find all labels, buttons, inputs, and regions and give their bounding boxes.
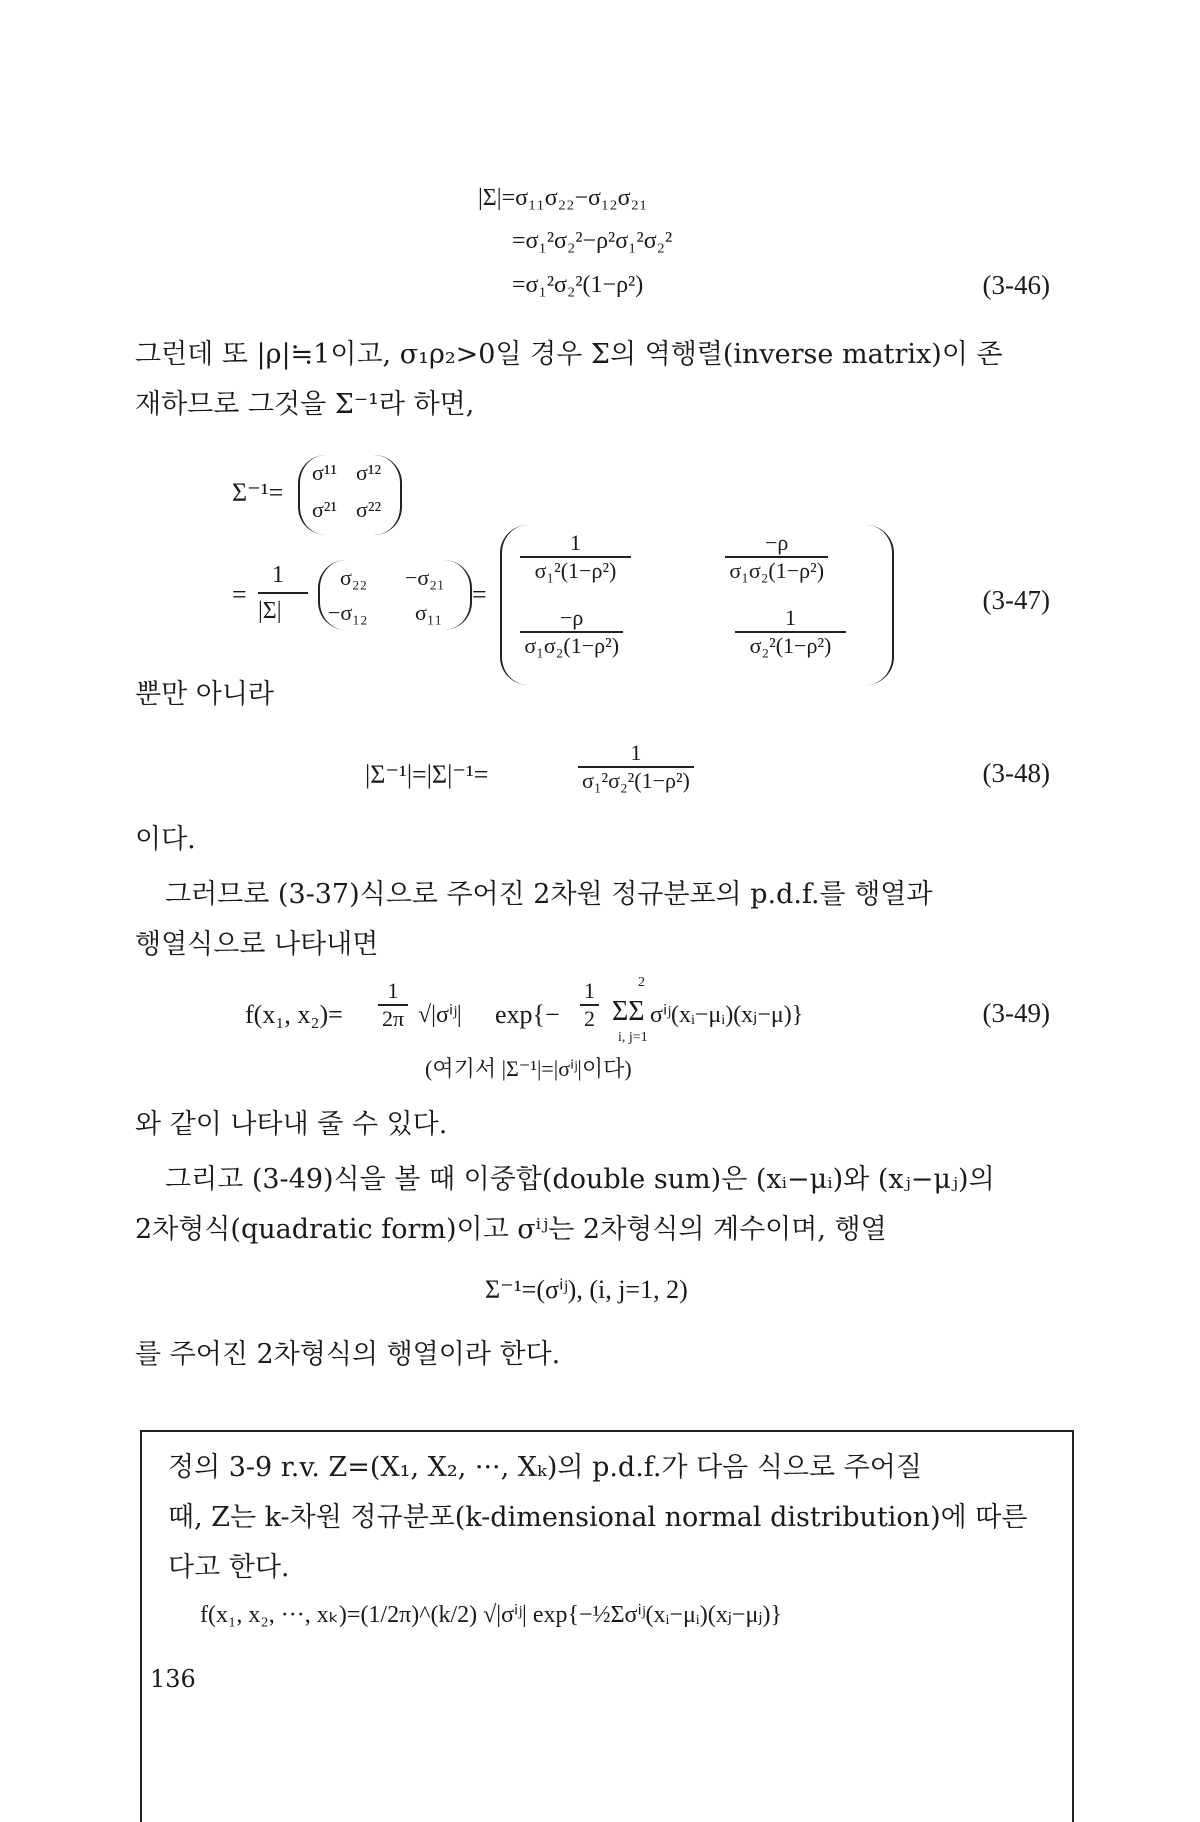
eq349-frac2: $\frac{1}{2}$ (580, 978, 599, 1032)
para5: 와 같이 나타내 줄 수 있다. (135, 1109, 448, 1140)
eq347-m21: σ²¹ (312, 497, 338, 522)
eq346-line2: =σ₁²σ₂²−ρ²σ₁²σ₂² (512, 228, 673, 254)
eq347-a11: σ₂₂ (340, 565, 368, 590)
eq347-frac-line (258, 592, 308, 594)
definition-line3: 다고 한다. (168, 1552, 290, 1583)
eq347-det-sigma: |Σ| (258, 598, 282, 624)
definition-line2: 때, Z는 k-차원 정규분포(k-dimensional normal distribution)에 따른 (168, 1502, 1028, 1533)
eq347-b21: $\frac{-\rho}{\text{σ₁σ₂(1−ρ²)}}$ (520, 605, 623, 659)
para3: 이다. (135, 824, 196, 855)
eq349-sqrt: √|σⁱʲ| (418, 1002, 462, 1028)
eq347-b11: $\frac{1}{\text{σ₁²(1−ρ²)}}$ (520, 530, 631, 584)
eq347-b22: $\frac{1}{\text{σ₂²(1−ρ²)}}$ (735, 605, 846, 659)
page-number: 136 (150, 1665, 196, 1693)
para1-line1: 그런데 또 |ρ|≒1이고, σ₁ρ₂>0일 경우 Σ의 역행렬(inverse matrix)이 존 (135, 339, 1003, 370)
para6-line2: 2차형식(quadratic form)이고 σⁱʲ는 2차형식의 계수이며, 행열 (135, 1214, 887, 1245)
eq349-body: σⁱʲ(xᵢ−μᵢ)(xⱼ−μ)} (650, 1002, 804, 1028)
eq348-frac: $\frac{1}{\text{σ₁²σ₂²(1−ρ²)}}$ (578, 740, 694, 794)
definition-line1: 정의 3-9 r.v. Z=(X₁, X₂, ···, Xₖ)의 p.d.f.가 다음 식으로 주어질 (168, 1452, 922, 1483)
para1-line2: 재하므로 그것을 Σ⁻¹라 하면, (135, 389, 475, 420)
eq349-sum-top: 2 (638, 975, 645, 990)
para6-line1: 그리고 (3-49)식을 볼 때 이중합(double sum)은 (xᵢ−μᵢ)와 (xⱼ−μⱼ)의 (165, 1164, 995, 1195)
eq347-a22: σ₁₁ (415, 600, 443, 625)
eq347-tag: (3-47) (982, 585, 1050, 615)
eq347-lhs: Σ⁻¹= (232, 478, 284, 507)
para7: 를 주어진 2차형식의 행열이라 한다. (135, 1339, 561, 1370)
para4-line2: 행열식으로 나타내면 (135, 929, 379, 960)
eq348-lhs: |Σ⁻¹|=|Σ|⁻¹= (365, 760, 489, 789)
eq347-a12: −σ₂₁ (405, 565, 445, 590)
eq346-line1: |Σ|=σ₁₁σ₂₂−σ₁₂σ₂₁ (478, 185, 648, 211)
eq347-m11: σ¹¹ (312, 460, 338, 485)
eq347-eqsign: = (232, 580, 247, 609)
eq347-b12: $\frac{-\rho}{\text{σ₁σ₂(1−ρ²)}}$ (725, 530, 828, 584)
eq347-a21: −σ₁₂ (328, 600, 368, 625)
para4-line1: 그러므로 (3-37)식으로 주어진 2차원 정규분포의 p.d.f.를 행열과 (165, 879, 933, 910)
eq349-note: (여기서 |Σ⁻¹|=|σⁱʲ|이다) (425, 1056, 632, 1081)
eq349-tag: (3-49) (982, 998, 1050, 1028)
eq349-sum: ΣΣ (612, 996, 645, 1027)
eq-sigma-inverse: Σ⁻¹=(σⁱʲ), (i, j=1, 2) (485, 1275, 688, 1304)
eq347-m22: σ²² (356, 497, 382, 522)
eq347-m12: σ¹² (356, 460, 382, 485)
definition-formula: f(x₁, x₂, ···, xₖ)=(1/2π)^(k/2) √|σⁱʲ| exp{−½Σσⁱʲ(xᵢ−μᵢ)(xⱼ−μⱼ)} (200, 1602, 783, 1628)
eq347-one: 1 (272, 562, 284, 588)
eq349-lhs: f(x₁, x₂)= (245, 1000, 343, 1029)
eq348-tag: (3-48) (982, 758, 1050, 788)
eq349-sum-bottom: i, j=1 (618, 1030, 648, 1045)
eq346-line3: =σ₁²σ₂²(1−ρ²) (512, 272, 644, 298)
eq349-frac1: $\frac{1}{2\pi}$ (378, 978, 408, 1032)
eq346-tag: (3-46) (982, 270, 1050, 300)
para2: 뿐만 아니라 (135, 679, 274, 710)
eq349-exp: exp{− (495, 1000, 560, 1029)
eq347-eqsign2: = (472, 580, 487, 609)
